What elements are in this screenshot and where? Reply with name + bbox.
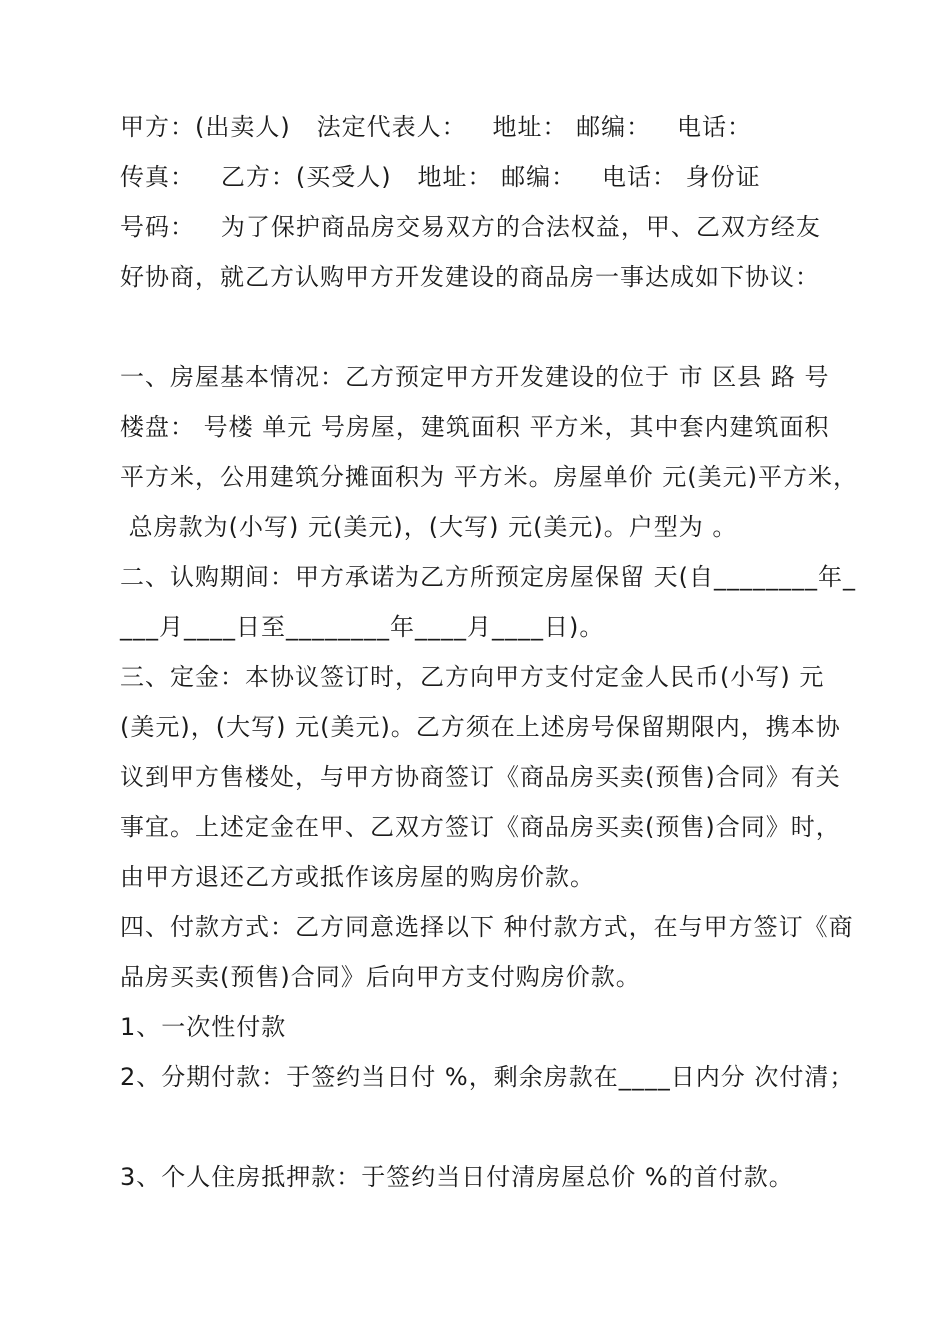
clause-2-line-1: 二、认购期间：甲方承诺为乙方所预定房屋保留 天(自________年_ [120,563,856,591]
clause-3-line-1: 三、定金：本协议签订时，乙方向甲方支付定金人民币(小写) 元 [120,663,825,691]
clause-1-line-1: 一、房屋基本情况：乙方预定甲方开发建设的位于 市 区县 路 号 [120,363,830,391]
payment-option-2: 2、分期付款：于签约当日付 %，剩余房款在____日内分 次付清； [120,1063,855,1091]
payment-option-1: 1、一次性付款 [120,1013,287,1041]
party-a-line: 甲方：(出卖人) 法定代表人： 地址： 邮编： 电话： [120,113,753,141]
preamble-line-1: 号码： 为了保护商品房交易双方的合法权益，甲、乙双方经友 [120,213,821,241]
payment-option-3: 3、个人住房抵押款：于签约当日付清房屋总价 %的首付款。 [120,1163,794,1191]
clause-3-line-2: (美元)，(大写) 元(美元)。乙方须在上述房号保留期限内，携本协 [120,713,841,741]
clause-2-line-2: ___月____日至________年____月____日)。 [120,613,605,641]
clause-4-line-2: 品房买卖(预售)合同》后向甲方支付购房价款。 [120,963,641,991]
clause-3-line-4: 事宜。上述定金在甲、乙双方签订《商品房买卖(预售)合同》时， [120,813,841,841]
clause-1-line-2: 楼盘： 号楼 单元 号房屋，建筑面积 平方米，其中套内建筑面积 [120,413,830,441]
preamble-line-2: 好协商，就乙方认购甲方开发建设的商品房一事达成如下协议： [120,263,820,291]
clause-1-line-3: 平方米，公用建筑分摊面积为 平方米。房屋单价 元(美元)平方米， [120,463,858,491]
clause-1-line-4: 总房款为(小写) 元(美元)，(大写) 元(美元)。户型为 。 [120,513,738,541]
clause-4-line-1: 四、付款方式：乙方同意选择以下 种付款方式，在与甲方签订《商 [120,913,854,941]
clause-3-line-5: 由甲方退还乙方或抵作该房屋的购房价款。 [120,863,595,891]
party-b-line: 传真： 乙方：(买受人) 地址： 邮编： 电话： 身份证 [120,163,761,191]
clause-3-line-3: 议到甲方售楼处，与甲方协商签订《商品房买卖(预售)合同》有关 [120,763,841,791]
